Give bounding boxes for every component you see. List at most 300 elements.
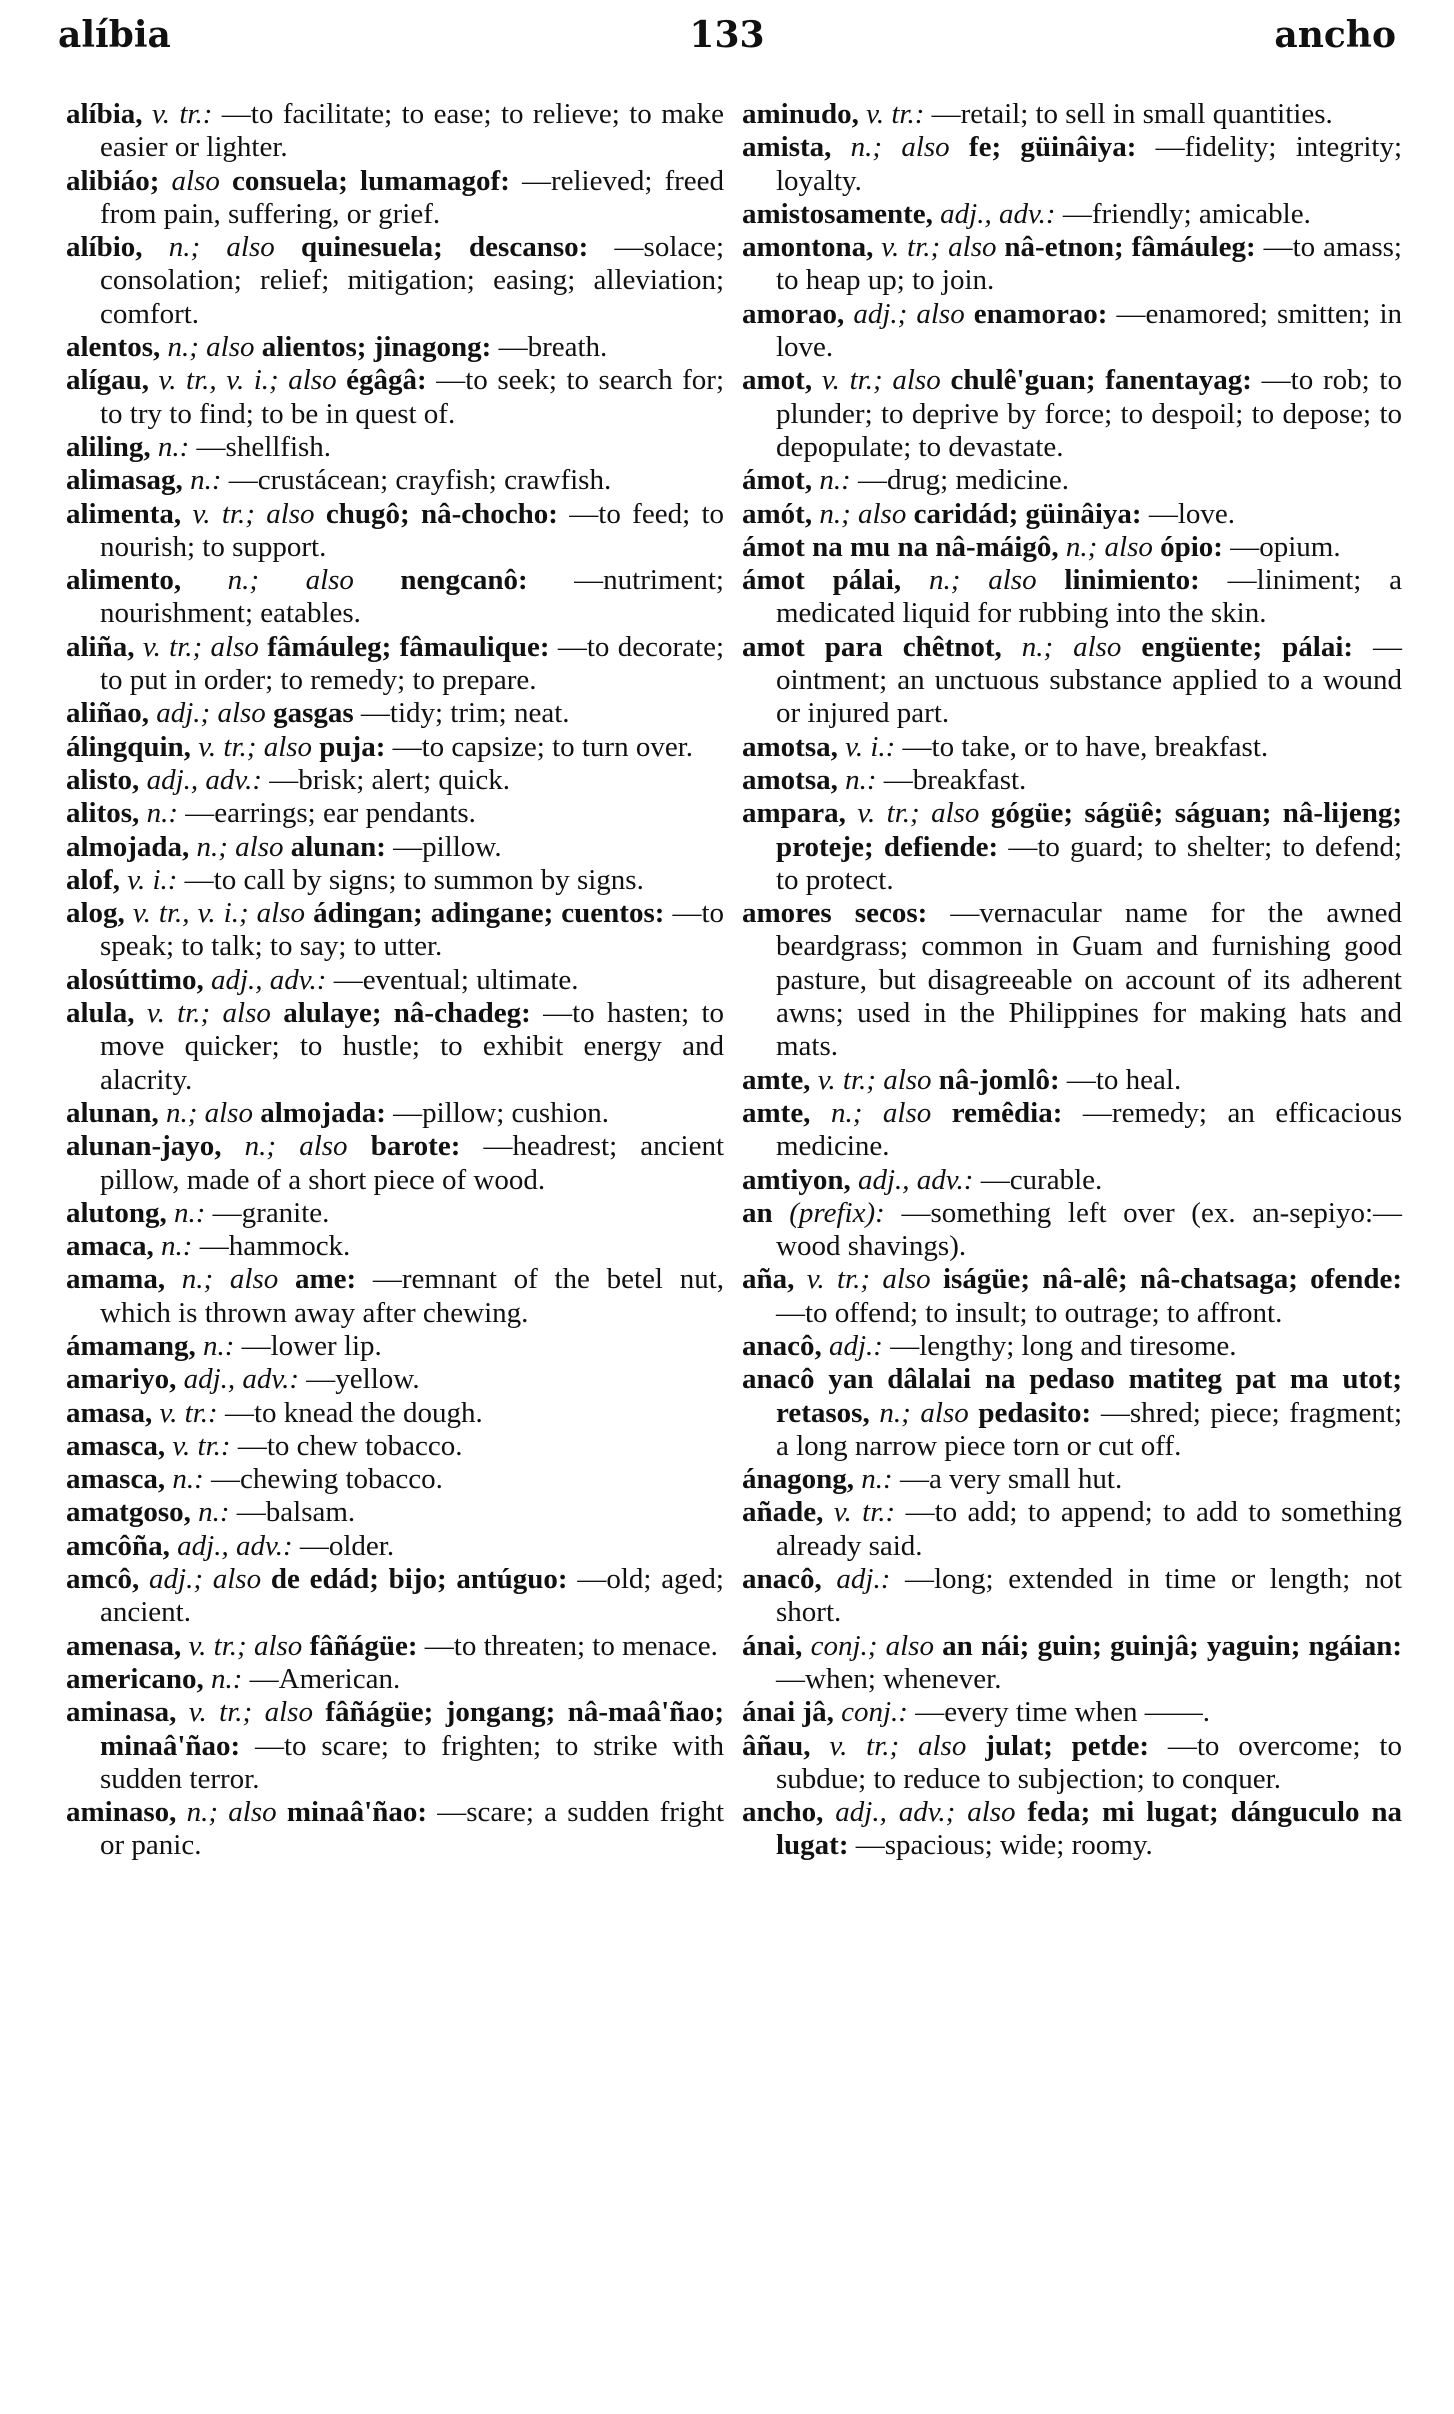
dictionary-entry <box>742 131 1402 198</box>
headword: ánai, <box>742 1629 803 1662</box>
headword: anacô yan dâlalai na pedaso matiteg pat ma utot; retasos, <box>742 1363 1402 1429</box>
left-column <box>66 98 724 1863</box>
dictionary-entry <box>66 864 724 897</box>
part-of-speech: n.: <box>861 1463 893 1496</box>
synonyms: iságüe; nâ-alê; nâ-chatsaga; ofende: <box>942 1263 1402 1296</box>
headword: amcô, <box>66 1563 140 1596</box>
headword: alibiáo; <box>66 164 160 197</box>
part-of-speech: n.: <box>202 1329 235 1362</box>
definition: —vernacular name for the awned beardgrass; common in Guam and furnishing good pasture, but disagreeable on account of its adherent awns; used in the Philippines for making hats and mats. <box>776 897 1403 1063</box>
definition: —to capsize; to turn over. <box>392 730 694 763</box>
headword: alimento, <box>66 564 182 597</box>
dictionary-entry <box>742 464 1402 497</box>
dictionary-entry <box>66 1363 724 1396</box>
synonyms: quinesuela; descanso: <box>301 231 589 264</box>
synonyms: ópio: <box>1160 530 1223 563</box>
headword: amontona, <box>742 231 874 264</box>
synonyms: égâgâ: <box>346 364 427 397</box>
headword: an <box>742 1196 773 1229</box>
dictionary-entry <box>742 1197 1402 1264</box>
definition: —remnant of the betel nut, which is thrown away after chewing. <box>100 1263 725 1329</box>
part-of-speech: n.: <box>172 1463 204 1496</box>
part-of-speech: n.: <box>157 430 190 463</box>
headword: alunan, <box>66 1096 159 1129</box>
synonyms: chugô; nâ-chocho: <box>325 497 558 530</box>
synonyms: julat; petde: <box>985 1729 1149 1762</box>
definition: —earrings; ear pendants. <box>185 797 476 830</box>
part-of-speech: v. tr.: <box>151 98 213 130</box>
part-of-speech: v. tr.; also <box>817 1063 932 1096</box>
dictionary-entry <box>742 498 1402 531</box>
dictionary-entry <box>742 531 1402 564</box>
dictionary-entry <box>66 1663 724 1696</box>
dictionary-entry <box>66 431 724 464</box>
part-of-speech: v. tr.; also <box>188 1696 313 1729</box>
part-of-speech: n.; also <box>1021 630 1122 663</box>
headword: amotsa, <box>742 730 838 763</box>
definition: —to call by signs; to summon by signs. <box>184 863 644 896</box>
headword: alutong, <box>66 1196 167 1229</box>
headword: alog, <box>66 897 125 930</box>
part-of-speech: n.; also <box>830 1096 932 1129</box>
headword: alentos, <box>66 331 161 364</box>
dictionary-entry <box>66 831 724 864</box>
part-of-speech: v. tr.; also <box>821 364 941 397</box>
dictionary-entry <box>66 997 724 1097</box>
part-of-speech: v. i.: <box>845 730 896 763</box>
part-of-speech: n.; also <box>819 497 907 530</box>
dictionary-entry <box>742 98 1402 131</box>
part-of-speech: n.; also <box>244 1130 348 1163</box>
headword: alunan-jayo, <box>66 1130 222 1163</box>
definition: —retail; to sell in small quantities. <box>931 98 1333 130</box>
synonyms: gasgas <box>273 697 354 730</box>
part-of-speech: v. tr.; also <box>857 797 980 830</box>
dictionary-entry <box>66 364 724 431</box>
definition: —shellfish. <box>196 430 332 463</box>
dictionary-entry <box>66 231 724 331</box>
definition: —to knead the dough. <box>224 1396 483 1429</box>
synonyms: fâmáuleg; fâmaulique: <box>267 630 550 663</box>
definition: —love. <box>1148 497 1236 530</box>
definition: —chewing tobacco. <box>211 1463 443 1496</box>
headword: amores secos: <box>742 897 928 930</box>
dictionary-entry <box>742 1363 1402 1463</box>
dictionary-entry <box>742 1330 1402 1363</box>
part-of-speech: v. tr.; also <box>146 997 271 1030</box>
part-of-speech: v. tr.: <box>159 1396 218 1429</box>
dictionary-entry <box>742 1463 1402 1496</box>
dictionary-entry <box>742 631 1402 731</box>
dictionary-entry <box>66 564 724 631</box>
definition: —to heal. <box>1066 1063 1182 1096</box>
headword: aminasa, <box>66 1696 177 1729</box>
part-of-speech: n.; also <box>879 1396 969 1429</box>
dictionary-entry <box>742 1563 1402 1630</box>
dictionary-entry <box>66 631 724 698</box>
headword: aminaso, <box>66 1796 177 1829</box>
dictionary-entry <box>66 797 724 830</box>
definition: —to seek; to search for; to try to find; to be in quest of. <box>100 364 725 430</box>
headword: ancho, <box>742 1796 824 1829</box>
definition: —relieved; freed from pain, suffering, or grief. <box>100 164 725 230</box>
definition: —brisk; alert; quick. <box>269 763 511 796</box>
part-of-speech: n.; also <box>1065 530 1153 563</box>
definition: —remedy; an efficacious medicine. <box>776 1096 1403 1163</box>
headword: alula, <box>66 997 135 1030</box>
part-of-speech: v. tr.; also <box>806 1263 931 1296</box>
dictionary-entry <box>66 1330 724 1363</box>
definition: —long; extended in time or length; not short. <box>776 1563 1402 1629</box>
synonyms: fâñágüe: <box>309 1629 418 1662</box>
headword: anacô, <box>742 1329 822 1362</box>
headword: amasa, <box>66 1396 153 1429</box>
dictionary-entry <box>742 1097 1402 1164</box>
definition: —fidelity; integrity; loyalty. <box>776 131 1403 197</box>
headword: alisto, <box>66 763 140 796</box>
headword: amtiyon, <box>742 1163 851 1196</box>
dictionary-entry <box>66 964 724 997</box>
definition: —to chew tobacco. <box>237 1429 463 1462</box>
dictionary-entry <box>66 331 724 364</box>
headword: amasca, <box>66 1429 166 1462</box>
dictionary-entry <box>742 564 1402 631</box>
headword: alimasag, <box>66 464 183 497</box>
definition: —to speak; to talk; to say; to utter. <box>100 897 725 963</box>
part-of-speech: v. tr., v. i.; also <box>158 364 337 397</box>
definition: —to scare; to frighten; to strike with sudden terror. <box>100 1729 724 1795</box>
headword: amotsa, <box>742 763 838 796</box>
dictionary-entry <box>742 731 1402 764</box>
synonyms: barote: <box>370 1130 461 1163</box>
synonyms: alunan: <box>290 830 386 863</box>
synonyms: enamorao: <box>973 297 1108 330</box>
part-of-speech: v. tr.; also <box>188 1629 303 1662</box>
dictionary-entry <box>66 165 724 232</box>
synonyms: nâ-jomlô: <box>938 1063 1060 1096</box>
page-number: 133 <box>689 14 765 56</box>
definition: —balsam. <box>236 1496 356 1529</box>
definition: —headrest; ancient pillow, made of a short piece of wood. <box>100 1130 725 1196</box>
definition: —curable. <box>980 1163 1103 1196</box>
part-of-speech: adj.: <box>829 1329 883 1362</box>
synonyms: an nái; guin; guinjâ; yaguin; ngáian: <box>942 1629 1403 1662</box>
headword: amot, <box>742 364 813 397</box>
definition: —to feed; to nourish; to support. <box>100 497 725 563</box>
part-of-speech: conj.: <box>841 1696 908 1729</box>
part-of-speech: n.: <box>161 1230 193 1263</box>
headword: amatgoso, <box>66 1496 191 1529</box>
definition: —tidy; trim; neat. <box>360 697 570 730</box>
part-of-speech: adj.; also <box>853 297 965 330</box>
definition: —breath. <box>498 331 608 364</box>
definition: —every time when ——. <box>915 1696 1210 1729</box>
headword: amte, <box>742 1096 811 1129</box>
part-of-speech: adj., adv.: <box>858 1163 974 1196</box>
right-column <box>742 98 1402 1863</box>
definition: —eventual; ultimate. <box>333 963 579 996</box>
dictionary-entry <box>742 797 1402 897</box>
synonyms: chulê'guan; fanentayag: <box>950 364 1252 397</box>
synonyms: de edád; bijo; antúguo: <box>270 1563 568 1596</box>
part-of-speech: n.; also <box>181 1263 279 1296</box>
dictionary-entry <box>742 298 1402 365</box>
dictionary-entry <box>742 1730 1402 1797</box>
definition: —crustácean; crayfish; crawfish. <box>228 464 612 497</box>
part-of-speech: n.: <box>198 1496 230 1529</box>
headword: amistosamente, <box>742 197 933 230</box>
part-of-speech: v. tr.: <box>172 1429 231 1462</box>
synonyms: fâñágüe; jongang; nâ-maâ'ñao; minaâ'ñao: <box>100 1696 724 1762</box>
headword: amasca, <box>66 1463 166 1496</box>
headword: amorao, <box>742 297 845 330</box>
headword: alíbio, <box>66 231 143 264</box>
definition: —to add; to append; to add to something already said. <box>776 1496 1403 1562</box>
headword: añade, <box>742 1496 824 1529</box>
dictionary-entry <box>742 764 1402 797</box>
dictionary-entry <box>66 897 724 964</box>
definition: —ointment; an unctuous substance applied to a wound or injured part. <box>776 630 1403 730</box>
synonyms: minaâ'ñao: <box>286 1796 428 1829</box>
part-of-speech: v. tr., v. i.; also <box>132 897 306 930</box>
part-of-speech: adj., adv.: <box>940 197 1056 230</box>
synonyms: alientos; jinagong: <box>261 331 492 364</box>
dictionary-entry <box>742 231 1402 298</box>
dictionary-entry <box>742 897 1402 1063</box>
headword: anacô, <box>742 1563 822 1596</box>
part-of-speech: (prefix): <box>789 1196 885 1229</box>
definition: —spacious; wide; roomy. <box>855 1829 1153 1862</box>
part-of-speech: adj.; also <box>156 697 266 730</box>
part-of-speech: adj., adv.: <box>146 763 262 796</box>
dictionary-entry <box>66 697 724 730</box>
headword: amama, <box>66 1263 166 1296</box>
synonyms: pedasito: <box>978 1396 1092 1429</box>
dictionary-entry <box>66 1230 724 1263</box>
header-right-guideword: ancho <box>1274 14 1396 56</box>
definition: —to amass; to heap up; to join. <box>776 231 1402 297</box>
synonyms: caridád; güinâiya: <box>913 497 1142 530</box>
headword: amariyo, <box>66 1363 177 1396</box>
dictionary-entry <box>66 764 724 797</box>
synonyms: gógüe; ságüê; ságuan; nâ-lijeng; proteje; defiende: <box>776 797 1403 863</box>
definition: —pillow. <box>393 830 502 863</box>
dictionary-entry <box>66 1796 724 1863</box>
definition: —to decorate; to put in order; to remedy; to prepare. <box>100 630 725 697</box>
definition: —American. <box>249 1662 401 1695</box>
headword: aliña, <box>66 630 135 663</box>
definition: —liniment; a medicated liquid for rubbing into the skin. <box>776 564 1403 630</box>
dictionary-entry <box>742 1796 1402 1863</box>
part-of-speech: v. i.: <box>127 863 178 896</box>
part-of-speech: n.: <box>845 763 877 796</box>
headword: ámot na mu na nâ-máigô, <box>742 530 1059 563</box>
headword: ámot, <box>742 464 813 497</box>
dictionary-entry <box>66 1097 724 1130</box>
dictionary-entry <box>66 1430 724 1463</box>
part-of-speech: n.; also <box>196 830 284 863</box>
running-header <box>58 14 1396 64</box>
headword: amista, <box>742 131 832 164</box>
dictionary-entry <box>66 98 724 165</box>
definition: —to rob; to plunder; to deprive by force; to despoil; to depose; to depopulate; to devastate. <box>776 364 1402 463</box>
definition: —to facilitate; to ease; to relieve; to make easier or lighter. <box>100 98 724 164</box>
part-of-speech: n.: <box>819 464 851 497</box>
dictionary-entry <box>66 1696 724 1796</box>
headword: ánagong, <box>742 1463 855 1496</box>
part-of-speech: n.; also <box>168 231 275 264</box>
synonyms: remêdia: <box>951 1096 1063 1129</box>
definition: —to hasten; to move quicker; to hustle; to exhibit energy and alacrity. <box>100 997 725 1096</box>
dictionary-entry <box>742 1630 1402 1697</box>
synonyms: feda; mi lugat; dánguculo na lugat: <box>776 1796 1403 1862</box>
part-of-speech: n.; also <box>850 131 950 164</box>
headword: ampara, <box>742 797 846 830</box>
headword: aña, <box>742 1263 795 1296</box>
synonyms: puja: <box>319 730 386 763</box>
synonyms: ádingan; adingane; cuentos: <box>313 897 665 930</box>
dictionary-entry <box>66 464 724 497</box>
part-of-speech: v. tr.; also <box>142 630 259 663</box>
dictionary-entry <box>66 1130 724 1197</box>
part-of-speech: n.; also <box>186 1796 277 1829</box>
definition: —when; whenever. <box>776 1662 1002 1695</box>
definition: —hammock. <box>199 1230 351 1263</box>
headword: ámot pálai, <box>742 564 902 597</box>
headword: amenasa, <box>66 1629 182 1662</box>
headword: amte, <box>742 1063 811 1096</box>
headword: âñau, <box>742 1729 811 1762</box>
dictionary-entry <box>742 364 1402 464</box>
definition: —a very small hut. <box>899 1463 1123 1496</box>
part-of-speech: n.; also <box>227 564 354 597</box>
part-of-speech: v. tr.; also <box>192 497 315 530</box>
part-of-speech: v. tr.; also <box>881 231 997 264</box>
definition: —lengthy; long and tiresome. <box>890 1329 1237 1362</box>
definition: —to guard; to shelter; to defend; to protect. <box>776 830 1402 896</box>
definition: —something left over (ex. an-sepiyo:—wood shavings). <box>776 1196 1402 1263</box>
dictionary-entry <box>66 1496 724 1529</box>
dictionary-entry <box>66 1197 724 1230</box>
headword: amot para chêtnot, <box>742 630 1002 663</box>
headword: aliling, <box>66 430 151 463</box>
header-left-guideword: alíbia <box>58 14 171 56</box>
synonyms: nengcanô: <box>400 564 528 597</box>
headword: alíbia, <box>66 98 143 130</box>
synonyms: alulaye; nâ-chadeg: <box>283 997 531 1030</box>
dictionary-entry <box>742 1496 1402 1563</box>
definition: —older. <box>299 1529 395 1562</box>
part-of-speech: n.: <box>210 1662 243 1695</box>
part-of-speech: n.; also <box>167 331 255 364</box>
dictionary-entry <box>742 1064 1402 1097</box>
part-of-speech: adj., adv.: <box>177 1529 293 1562</box>
definition: —to offend; to insult; to outrage; to affront. <box>776 1296 1283 1329</box>
dictionary-entry <box>742 1263 1402 1330</box>
part-of-speech: v. tr.: <box>833 1496 896 1529</box>
part-of-speech: adj., adv.; also <box>835 1796 1016 1829</box>
part-of-speech: n.: <box>190 464 222 497</box>
dictionary-entry <box>66 1630 724 1663</box>
headword: alígau, <box>66 364 149 397</box>
headword: ámamang, <box>66 1329 196 1362</box>
headword: americano, <box>66 1662 204 1695</box>
headword: almojada, <box>66 830 190 863</box>
definition: —nutriment; nourishment; eatables. <box>100 564 724 630</box>
dictionary-entry <box>742 198 1402 231</box>
part-of-speech: adj., adv.: <box>211 963 327 996</box>
headword: ánai jâ, <box>742 1696 834 1729</box>
part-of-speech: n.; also <box>165 1096 253 1129</box>
headword: aminudo, <box>742 98 859 130</box>
headword: amcôña, <box>66 1529 170 1562</box>
dictionary-entry <box>66 1530 724 1563</box>
synonyms: consuela; lumamagof: <box>231 164 510 197</box>
definition: —opium. <box>1230 530 1341 563</box>
headword: alitos, <box>66 797 140 830</box>
definition: —old; aged; ancient. <box>100 1563 724 1629</box>
part-of-speech: conj.; also <box>810 1629 934 1662</box>
dictionary-entry <box>66 1397 724 1430</box>
part-of-speech: also <box>171 164 220 197</box>
dictionary-entry <box>66 731 724 764</box>
dictionary-entry <box>66 1463 724 1496</box>
dictionary-entry <box>66 1563 724 1630</box>
definition: —pillow; cushion. <box>393 1096 610 1129</box>
definition: —to take, or to have, breakfast. <box>902 730 1269 763</box>
part-of-speech: v. tr.: <box>866 98 925 130</box>
definition: —yellow. <box>306 1363 420 1396</box>
part-of-speech: n.: <box>173 1196 206 1229</box>
synonyms: linimiento: <box>1064 564 1200 597</box>
part-of-speech: adj.: <box>836 1563 891 1596</box>
headword: amaca, <box>66 1230 154 1263</box>
synonyms: nâ-etnon; fâmáuleg: <box>1004 231 1256 264</box>
part-of-speech: n.: <box>146 797 178 830</box>
definition: —to threaten; to menace. <box>424 1629 718 1662</box>
headword: alof, <box>66 863 120 896</box>
definition: —breakfast. <box>883 763 1027 796</box>
part-of-speech: v. tr.; also <box>198 730 313 763</box>
definition: —lower lip. <box>241 1329 382 1362</box>
dictionary-entry <box>66 1263 724 1330</box>
dictionary-entry <box>66 498 724 565</box>
synonyms: almojada: <box>260 1096 386 1129</box>
part-of-speech: adj., adv.: <box>183 1363 300 1396</box>
dictionary-entry <box>742 1696 1402 1729</box>
headword: aliñao, <box>66 697 149 730</box>
definition: —scare; a sudden fright or panic. <box>100 1796 725 1862</box>
part-of-speech: n.; also <box>928 564 1037 597</box>
part-of-speech: v. tr.; also <box>829 1729 967 1762</box>
definition: —friendly; amicable. <box>1062 197 1311 230</box>
definition: —granite. <box>212 1196 330 1229</box>
headword: alosúttimo, <box>66 963 204 996</box>
synonyms: fe; güinâiya: <box>968 131 1137 164</box>
definition: —solace; consolation; relief; mitigation; easing; alleviation; comfort. <box>100 231 725 330</box>
definition: —drug; medicine. <box>858 464 1070 497</box>
headword: alimenta, <box>66 497 182 530</box>
definition: —to overcome; to subdue; to reduce to subjection; to conquer. <box>776 1729 1402 1795</box>
definition: —enamored; smitten; in love. <box>776 297 1403 364</box>
definition: —shred; piece; fragment; a long narrow piece torn or cut off. <box>776 1396 1403 1462</box>
synonyms: ame: <box>294 1263 357 1296</box>
part-of-speech: adj.; also <box>149 1563 262 1596</box>
headword: álingquin, <box>66 730 191 763</box>
headword: amót, <box>742 497 813 530</box>
synonyms: engüente; pálai: <box>1141 630 1354 663</box>
dictionary-entry <box>742 1164 1402 1197</box>
